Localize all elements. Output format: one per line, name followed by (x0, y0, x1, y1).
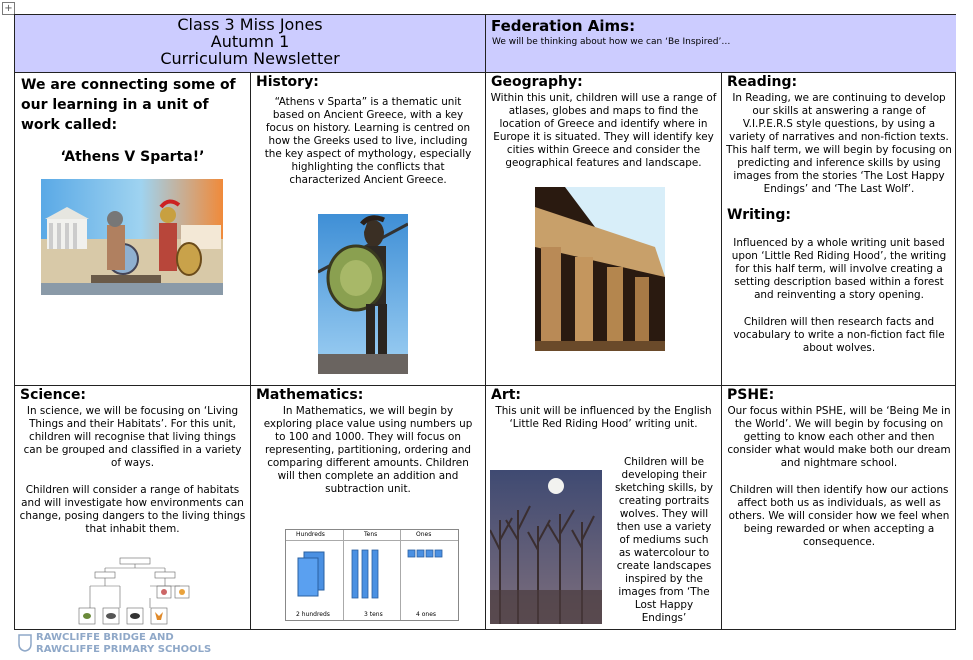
science-text-1: In science, we will be focusing on ‘Living Things and their Habitats’. For this unit, children will recognise that living things can be grouped and classified in a variety of ways. (23, 405, 242, 469)
geography-text: Within this unit, children will use a range of atlases, globes and maps to find the location of Greece and identify where in Europe it is situated. They will identify key cities within Greece and consider the geographical features and landscape. (490, 92, 717, 169)
class-title-line1: Class 3 Miss Jones (177, 15, 323, 34)
maths-heading: Mathematics: (256, 387, 364, 403)
art-text-2: Children will be developing their sketching skills, by creating portraits wolves. They will then use a variety of mediums such as watercolour to create landscapes inspired by the images from ‘The Lost Happy Endings’ (614, 456, 714, 624)
greek-ruins-image (535, 187, 665, 351)
writing-text-2: Children will then research facts and vocabulary to write a non-fiction fact file about wolves. (733, 316, 945, 354)
art-text-1: This unit will be influenced by the English ‘Little Red Riding Hood’ writing unit. (495, 405, 712, 430)
school-name-line2: RAWCLIFFE PRIMARY SCHOOLS (36, 644, 212, 655)
pv-value-ones: 4 ones (416, 611, 437, 618)
federation-cell (486, 15, 956, 73)
science-heading: Science: (20, 387, 87, 403)
school-name-line1: RAWCLIFFE BRIDGE AND (36, 632, 174, 643)
tens-rods (352, 550, 378, 598)
history-text: “Athens v Sparta” is a thematic unit based on Ancient Greece, with a key focus on history. Learning is centred on how the Greeks used to live, including the key aspect of mythology, especially highlighting the conflicts that characterized Ancient Greece. (264, 96, 472, 186)
pshe-heading: PSHE: (727, 387, 775, 403)
pshe-cell (722, 386, 956, 629)
pv-header-tens: Tens (364, 531, 378, 538)
federation-heading: Federation Aims: (491, 17, 636, 35)
classification-key-diagram (75, 556, 195, 628)
federation-text: We will be thinking about how we can ‘Be Inspired’… (492, 37, 731, 47)
hundreds-blocks (298, 552, 324, 596)
writing-text-1: Influenced by a whole writing unit based upon ‘Little Red Riding Hood’, the writing for this half term, will involve creating a setting description based within a forest and reinventing a story opening. (731, 237, 947, 301)
writing-heading: Writing: (727, 207, 791, 223)
place-value-table (285, 529, 459, 621)
pv-value-hundreds: 2 hundreds (296, 611, 330, 618)
class-title-line2: Autumn 1 (210, 32, 290, 51)
reading-heading: Reading: (727, 74, 798, 90)
ones-cubes (408, 550, 442, 557)
pshe-text-1: Our focus within PSHE, will be ‘Being Me in the World’. We will begin by focusing on getting to know each other and then consider what would make both our dream and nightmare school. (727, 405, 951, 469)
maths-text: In Mathematics, we will begin by exploring place value using numbers up to 100 and 1000. They will focus on representing, partitioning, ordering and comparing different amounts. Children will then complete an addition and subtraction unit. (263, 405, 473, 495)
maths-cell (251, 386, 486, 629)
class-title-line3: Curriculum Newsletter (160, 49, 340, 68)
table-move-handle[interactable]: + (2, 2, 15, 15)
art-cell (486, 386, 722, 629)
spartan-statue-image (318, 214, 408, 374)
science-cell (15, 386, 251, 629)
unit-title: ‘Athens V Sparta!’ (60, 149, 205, 165)
pv-header-hundreds: Hundreds (296, 531, 325, 538)
science-text-2: Children will consider a range of habitats and will investigate how environments can change, posing dangers to the living things that inhabit them. (19, 484, 246, 535)
art-heading: Art: (491, 387, 522, 403)
school-logo (20, 632, 211, 656)
athens-sparta-image (41, 179, 223, 295)
intro-cell (15, 73, 251, 386)
school-crest-icon (18, 634, 32, 652)
pv-header-ones: Ones (416, 531, 432, 538)
reading-text: In Reading, we are continuing to develop our skills at answering a range of V.I.P.E.R.S style questions, by using a variety of narratives and non-fiction texts. This half term, we will begin by focusing on predicting and inference skills by using images from the stories ‘The Lost Happy Endings’ and ‘The Last Wolf’. (726, 92, 952, 195)
geography-heading: Geography: (491, 74, 583, 90)
geography-cell (486, 73, 722, 386)
history-cell (251, 73, 486, 386)
moonlit-forest-image (490, 470, 602, 624)
pshe-text-2: Children will then identify how our actions affect both us as individuals, as well as others. We will consider how we feel when being rewarded or when accepting a consequence. (728, 484, 950, 548)
newsletter-table (14, 14, 956, 630)
intro-text: We are connecting some of our learning in a unit of work called: (21, 77, 236, 133)
reading-writing-cell (722, 73, 956, 386)
class-title-cell (15, 15, 486, 73)
pv-value-tens: 3 tens (364, 611, 383, 618)
history-heading: History: (256, 74, 319, 90)
